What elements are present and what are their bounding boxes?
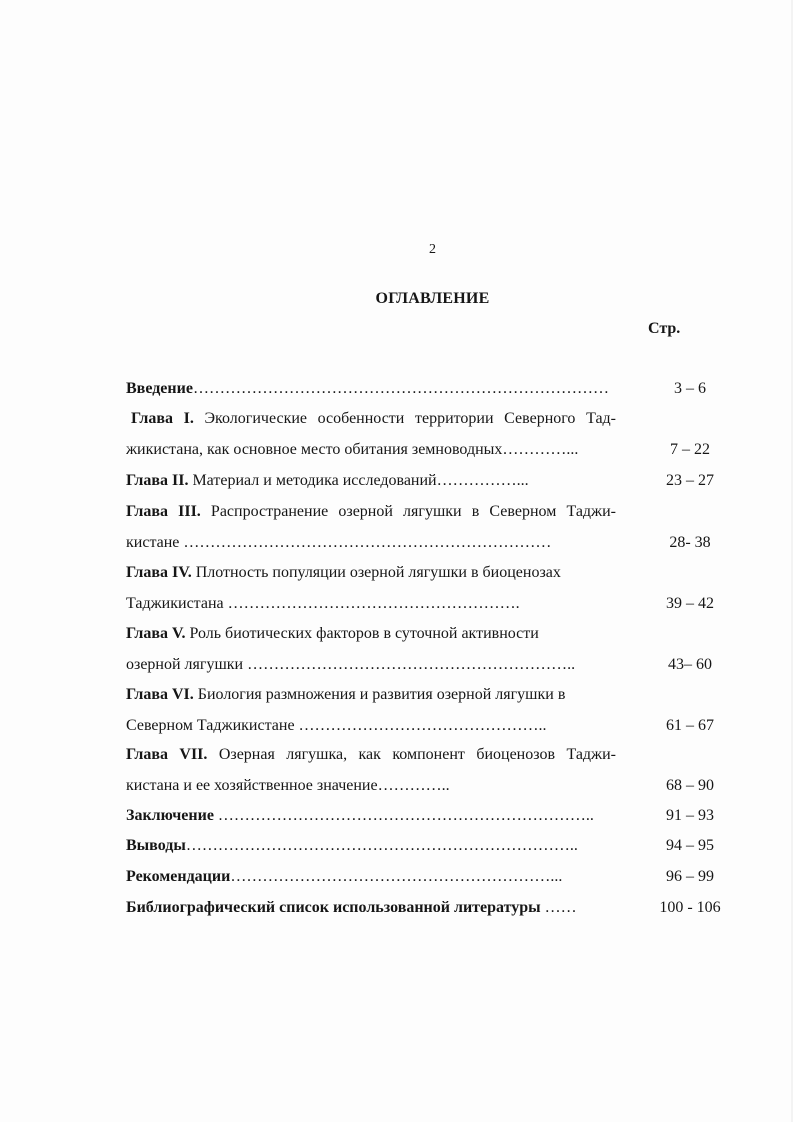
toc-entry-chapter-7 (126, 746, 616, 764)
toc-entry-introduction (126, 380, 616, 398)
toc-entry-pages: 68 – 90 (666, 777, 714, 794)
toc-entry-text: Материал и методика исследований……………... (188, 472, 529, 489)
toc-entry-text: Роль биотических факторов в суточной активности (185, 625, 539, 642)
toc-entry-label: Рекомендации (126, 868, 231, 885)
toc-entry-pages: 28- 38 (669, 534, 711, 551)
toc-entry-pages: 94 – 95 (666, 837, 714, 854)
toc-entry-label: Заключение (126, 807, 214, 824)
toc-entry-chapter-4 (126, 564, 616, 582)
toc-entry-label: Глава III. (126, 503, 201, 520)
toc-entry-chapter-1 (131, 410, 616, 428)
toc-entry-label: Глава I. (131, 410, 194, 427)
toc-entry-label: Глава IV. (126, 564, 192, 581)
toc-entry-pages: 96 – 99 (666, 868, 714, 885)
toc-entry-pages: 7 – 22 (670, 441, 710, 458)
toc-entry-pages: 100 - 106 (659, 899, 721, 916)
toc-entry-text: Распространение озерной лягушки в Северном Таджи- (200, 503, 616, 520)
toc-entry-text: Озерная лягушка, как компонент биоценозов Таджи- (207, 746, 616, 763)
toc-entry-label: Глава VII. (126, 746, 208, 763)
toc-entry-label: Библиографический список использованной литературы (126, 899, 541, 916)
toc-entry-label: Глава II. (126, 472, 189, 489)
toc-entry-text: …… (540, 899, 577, 916)
toc-entry-continuation: жикистана, как основное место обитания земноводных…………... (126, 441, 579, 458)
toc-entry-chapter-3 (126, 503, 616, 521)
toc-entry-recommendations (126, 868, 616, 886)
toc-entry-label: Глава V. (126, 625, 186, 642)
toc-entry-pages: 91 – 93 (666, 807, 714, 824)
toc-entry-label: Глава VI. (126, 686, 194, 703)
toc-entry-text: ……………………………………………………………….. (185, 837, 578, 854)
toc-entry-pages: 3 – 6 (674, 380, 706, 397)
toc-entry-chapter-5 (126, 625, 616, 643)
toc-entry-findings (126, 837, 616, 855)
toc-entry-text: ……………………………………………………... (230, 868, 563, 885)
toc-entry-label: Выводы (126, 837, 186, 854)
toc-entry-pages: 43– 60 (668, 656, 712, 673)
toc-entry-text: Экологические особенности территории Северного Тад- (193, 410, 616, 427)
toc-entry-continuation: кистана и ее хозяйственное значение………….. (126, 777, 450, 794)
toc-entry-text: Плотность популяции озерной лягушки в биоценозах (191, 564, 561, 581)
toc-entry-continuation: Северном Таджикистане ……………………………………….. (126, 717, 547, 734)
toc-entry-pages: 23 – 27 (666, 472, 714, 489)
toc-entry-conclusion (126, 807, 616, 825)
toc-entry-text: …………………………………………………………….. (213, 807, 594, 824)
toc-entry-continuation: кистане …………………………………………………………… (126, 534, 552, 551)
toc-entry-continuation: Таджикистана ………………………………………………. (126, 595, 520, 612)
toc-entry-continuation: озерной лягушки …………………………………………………….. (126, 656, 576, 673)
toc-entry-pages: 39 – 42 (666, 595, 714, 612)
toc-entry-text: …………………………………………………………………… (192, 380, 609, 397)
page-column-header: Стр. (648, 320, 681, 337)
toc-entry-text: Биология размножения и развития озерной лягушки в (193, 686, 566, 703)
toc-entry-label: Введение (126, 380, 193, 397)
page-number: 2 (429, 242, 436, 257)
toc-entry-chapter-6 (126, 686, 616, 704)
page-title: ОГЛАВЛЕНИЕ (375, 290, 490, 307)
toc-entry-bibliography (126, 899, 616, 917)
toc-entry-chapter-2 (126, 472, 616, 490)
toc-entry-pages: 61 – 67 (666, 717, 714, 734)
